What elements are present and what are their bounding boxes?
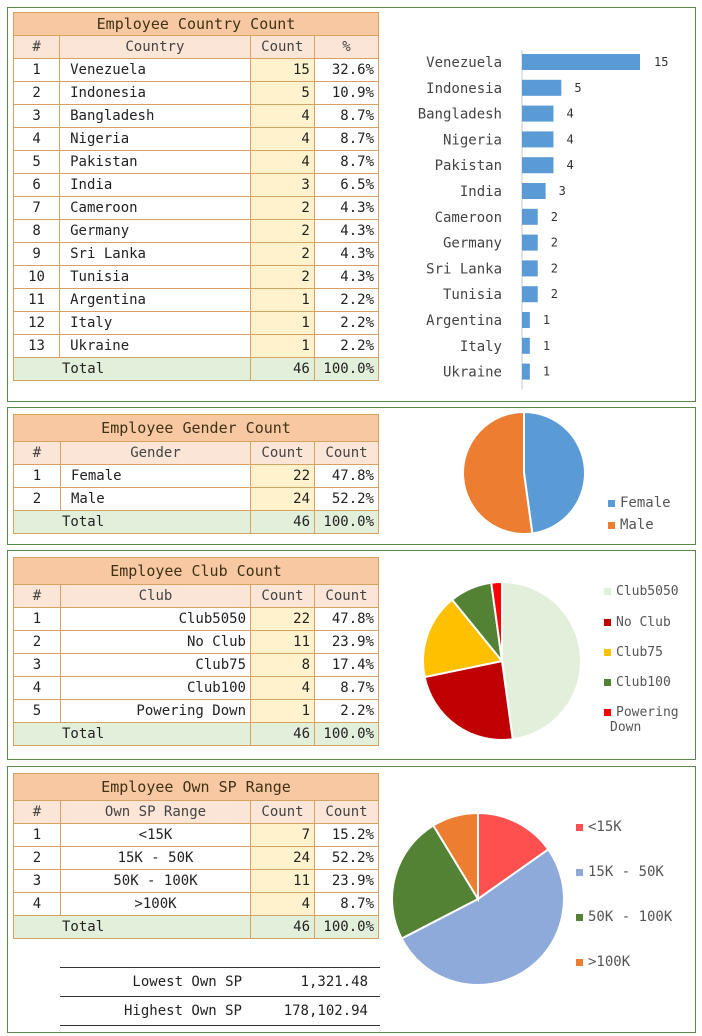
- percent-cell: 10.9%: [314, 82, 378, 105]
- row-number: 4: [14, 128, 60, 151]
- country-table-row: [14, 174, 379, 197]
- total-label: Total: [14, 723, 251, 746]
- bar: [522, 338, 530, 354]
- bar-category-label: Ukraine: [442, 364, 502, 381]
- bar-data-label: 1: [542, 338, 551, 353]
- row-number: 12: [14, 312, 60, 335]
- gender-table-title: Employee Gender Count: [14, 415, 379, 442]
- percent-cell: 8.7%: [314, 151, 378, 174]
- bar-data-label: 4: [566, 132, 574, 147]
- sp-total-row: [14, 916, 379, 939]
- country-table-row: [14, 59, 379, 82]
- row-number: 4: [14, 677, 61, 700]
- bar-category-label: Nigeria: [442, 132, 502, 149]
- header-gender: Gender: [61, 442, 251, 465]
- gender-name-cell: Female: [61, 465, 251, 488]
- percent-cell: 6.5%: [314, 174, 378, 197]
- country-table-row: [14, 197, 379, 220]
- row-number: 7: [14, 197, 60, 220]
- sp-name-cell: >100K: [61, 893, 251, 916]
- sp-table-row: [14, 893, 379, 916]
- country-name-cell: Indonesia: [60, 82, 251, 105]
- percent-cell: 4.3%: [314, 197, 378, 220]
- bar: [522, 209, 538, 225]
- country-name-cell: India: [60, 174, 251, 197]
- country-table-row: [14, 312, 379, 335]
- country-name-cell: Germany: [60, 220, 251, 243]
- sp-name-cell: 15K - 50K: [61, 847, 251, 870]
- legend-label: 15K - 50K: [588, 864, 664, 880]
- bar-data-label: 1: [542, 313, 551, 327]
- bar-category-label: Sri Lanka: [426, 261, 502, 278]
- legend-swatch: [576, 824, 583, 831]
- gender-pie-chart: [408, 410, 693, 540]
- count-cell: 7: [251, 824, 315, 847]
- bar-data-label: 4: [566, 106, 574, 121]
- count-cell: 22: [251, 608, 315, 631]
- gender-table-title-row: [14, 415, 379, 442]
- pie-slice: [463, 412, 532, 534]
- header-number: #: [14, 801, 61, 824]
- header-count: Count: [251, 442, 315, 465]
- bar: [522, 260, 538, 276]
- club-pie-chart: [408, 561, 693, 751]
- total-label: Total: [14, 511, 251, 534]
- legend-swatch: [604, 649, 611, 656]
- sp-pie-chart: [386, 807, 691, 997]
- bar: [522, 80, 561, 96]
- club-name-cell: Club100: [61, 677, 251, 700]
- gender-table-row: [14, 465, 379, 488]
- bar-category-label: Tunisia: [442, 287, 502, 304]
- country-table: [13, 12, 379, 381]
- country-table-row: [14, 82, 379, 105]
- percent-cell: 8.7%: [315, 677, 379, 700]
- club-table-title: Employee Club Count: [14, 558, 379, 585]
- bar-category-label: Indonesia: [426, 80, 502, 97]
- count-cell: 2: [250, 220, 314, 243]
- club-table-row: [14, 677, 379, 700]
- count-cell: 4: [251, 677, 315, 700]
- country-table-row: [14, 289, 379, 312]
- legend-label: Down: [610, 720, 642, 735]
- count-cell: 1: [251, 700, 315, 723]
- count-cell: 11: [251, 870, 315, 893]
- country-table-row: [14, 220, 379, 243]
- bar-data-label: 3: [558, 184, 566, 198]
- percent-cell: 8.7%: [315, 893, 379, 916]
- legend-label: Club100: [616, 675, 671, 690]
- count-cell: 11: [251, 631, 315, 654]
- legend-swatch: [608, 500, 615, 507]
- percent-cell: 4.3%: [314, 266, 378, 289]
- club-table-row: [14, 700, 379, 723]
- header-country: Country: [60, 36, 251, 59]
- gender-total-row: [14, 511, 379, 534]
- count-cell: 24: [251, 847, 315, 870]
- bar-category-label: Pakistan: [434, 158, 502, 175]
- country-table-title: Employee Country Count: [14, 13, 379, 36]
- sp-name-cell: <15K: [61, 824, 251, 847]
- country-table-row: [14, 105, 379, 128]
- bar: [522, 183, 546, 199]
- count-cell: 4: [250, 151, 314, 174]
- sp-table-title: Employee Own SP Range: [14, 774, 379, 801]
- legend-swatch: [576, 914, 583, 921]
- header-club: Club: [61, 585, 251, 608]
- country-table-row: [14, 128, 379, 151]
- percent-cell: 4.3%: [314, 243, 378, 266]
- gender-table-row: [14, 488, 379, 511]
- total-percent: 100.0%: [315, 723, 379, 746]
- total-percent: 100.0%: [314, 358, 378, 381]
- row-number: 3: [14, 105, 60, 128]
- percent-cell: 23.9%: [315, 631, 379, 654]
- percent-cell: 17.4%: [315, 654, 379, 677]
- header-count-pct: Count: [315, 442, 379, 465]
- legend-label: Club75: [616, 645, 663, 660]
- percent-cell: 2.2%: [314, 312, 378, 335]
- bar-data-label: 4: [566, 158, 574, 173]
- count-cell: 4: [251, 893, 315, 916]
- row-number: 9: [14, 243, 60, 266]
- row-number: 2: [14, 488, 61, 511]
- percent-cell: 8.7%: [314, 128, 378, 151]
- country-name-cell: Pakistan: [60, 151, 251, 174]
- lowest-sp-row: [60, 968, 380, 997]
- bar-category-label: Bangladesh: [417, 106, 502, 123]
- bar: [522, 235, 538, 251]
- bar-category-label: Argentina: [426, 313, 502, 329]
- total-percent: 100.0%: [315, 511, 379, 534]
- country-table-row: [14, 335, 379, 358]
- pie-slice: [524, 412, 585, 533]
- club-total-row: [14, 723, 379, 746]
- sp-table-title-row: [14, 774, 379, 801]
- total-count: 46: [251, 511, 315, 534]
- sp-table-row: [14, 847, 379, 870]
- club-table-row: [14, 608, 379, 631]
- legend-label: No Club: [616, 615, 671, 630]
- row-number: 1: [14, 465, 61, 488]
- legend-label: Male: [620, 517, 654, 533]
- club-name-cell: No Club: [61, 631, 251, 654]
- total-count: 46: [250, 358, 314, 381]
- gender-panel: [7, 407, 696, 545]
- sp-summary: [60, 967, 380, 1026]
- count-cell: 5: [250, 82, 314, 105]
- sp-name-cell: 50K - 100K: [61, 870, 251, 893]
- club-name-cell: Club5050: [61, 608, 251, 631]
- percent-cell: 47.8%: [315, 465, 379, 488]
- row-number: 3: [14, 654, 61, 677]
- percent-cell: 2.2%: [315, 700, 379, 723]
- country-total-row: [14, 358, 379, 381]
- row-number: 13: [14, 335, 60, 358]
- header-count-pct: Count: [315, 585, 379, 608]
- legend-swatch: [608, 522, 615, 529]
- legend-swatch: [604, 709, 611, 716]
- count-cell: 15: [250, 59, 314, 82]
- legend-swatch: [604, 679, 611, 686]
- country-name-cell: Ukraine: [60, 335, 251, 358]
- row-number: 2: [14, 631, 61, 654]
- row-number: 5: [14, 151, 60, 174]
- count-cell: 2: [250, 197, 314, 220]
- header-count: Count: [251, 801, 315, 824]
- lowest-sp-value: 1,321.48: [300, 974, 368, 990]
- bar: [522, 286, 538, 302]
- count-cell: 2: [250, 266, 314, 289]
- sp-panel: [7, 766, 696, 1033]
- header-number: #: [14, 442, 61, 465]
- percent-cell: 52.2%: [315, 847, 379, 870]
- bar: [522, 106, 553, 122]
- row-number: 5: [14, 700, 61, 723]
- count-cell: 22: [251, 465, 315, 488]
- bar-data-label: 5: [574, 80, 582, 95]
- club-name-cell: Powering Down: [61, 700, 251, 723]
- row-number: 10: [14, 266, 60, 289]
- gender-name-cell: Male: [61, 488, 251, 511]
- row-number: 2: [14, 847, 61, 870]
- country-name-cell: Bangladesh: [60, 105, 251, 128]
- percent-cell: 52.2%: [315, 488, 379, 511]
- count-cell: 3: [250, 174, 314, 197]
- bar-category-label: Cameroon: [434, 209, 502, 226]
- percent-cell: 32.6%: [314, 59, 378, 82]
- percent-cell: 8.7%: [314, 105, 378, 128]
- country-name-cell: Venezuela: [60, 59, 251, 82]
- total-label: Total: [14, 358, 251, 381]
- highest-sp-value: 178,102.94: [283, 1003, 368, 1019]
- total-count: 46: [251, 723, 315, 746]
- country-table-title-row: [14, 13, 379, 36]
- row-number: 6: [14, 174, 60, 197]
- percent-cell: 2.2%: [314, 335, 378, 358]
- lowest-sp-label: Lowest Own SP: [132, 974, 242, 990]
- bar-data-label: 2: [550, 261, 558, 276]
- total-percent: 100.0%: [315, 916, 379, 939]
- row-number: 1: [14, 824, 61, 847]
- country-name-cell: Tunisia: [60, 266, 251, 289]
- legend-swatch: [604, 619, 611, 626]
- bar-data-label: 2: [550, 287, 558, 302]
- row-number: 2: [14, 82, 60, 105]
- row-number: 1: [14, 59, 60, 82]
- row-number: 8: [14, 220, 60, 243]
- percent-cell: 23.9%: [315, 870, 379, 893]
- legend-swatch: [604, 588, 611, 595]
- header-count: Count: [250, 36, 314, 59]
- club-name-cell: Club75: [61, 654, 251, 677]
- row-number: 1: [14, 608, 61, 631]
- percent-cell: 2.2%: [314, 289, 378, 312]
- bar-data-label: 1: [542, 364, 551, 379]
- pie-slice: [502, 582, 581, 739]
- country-panel: [7, 7, 696, 402]
- club-panel: [7, 550, 696, 760]
- header-count: Count: [251, 585, 315, 608]
- legend-label: >100K: [588, 954, 631, 970]
- count-cell: 1: [250, 335, 314, 358]
- club-table: [13, 557, 379, 746]
- row-number: 11: [14, 289, 60, 312]
- header-number: #: [14, 585, 61, 608]
- club-table-row: [14, 631, 379, 654]
- club-table-header: [14, 585, 379, 608]
- bar-category-label: Venezuela: [426, 55, 502, 71]
- highest-sp-row: [60, 997, 380, 1026]
- country-table-header: [14, 36, 379, 59]
- header-number: #: [14, 36, 60, 59]
- count-cell: 2: [250, 243, 314, 266]
- bar: [522, 364, 530, 380]
- count-cell: 1: [250, 312, 314, 335]
- country-table-row: [14, 243, 379, 266]
- row-number: 4: [14, 893, 61, 916]
- count-cell: 8: [251, 654, 315, 677]
- total-label: Total: [14, 916, 251, 939]
- bar-data-label: 2: [550, 209, 558, 224]
- row-number: 3: [14, 870, 61, 893]
- sp-table-row: [14, 870, 379, 893]
- bar-category-label: Italy: [459, 338, 502, 355]
- count-cell: 4: [250, 105, 314, 128]
- header-percent: %: [314, 36, 378, 59]
- gender-table: [13, 414, 379, 534]
- bar: [522, 54, 640, 70]
- count-cell: 4: [250, 128, 314, 151]
- legend-label: Female: [620, 495, 671, 511]
- percent-cell: 4.3%: [314, 220, 378, 243]
- total-count: 46: [251, 916, 315, 939]
- legend-label: <15K: [588, 819, 622, 835]
- gender-table-header: [14, 442, 379, 465]
- country-name-cell: Nigeria: [60, 128, 251, 151]
- bar: [522, 131, 553, 147]
- country-name-cell: Italy: [60, 312, 251, 335]
- club-table-title-row: [14, 558, 379, 585]
- country-name-cell: Sri Lanka: [60, 243, 251, 266]
- country-name-cell: Cameroon: [60, 197, 251, 220]
- bar: [522, 312, 530, 328]
- club-table-row: [14, 654, 379, 677]
- percent-cell: 47.8%: [315, 608, 379, 631]
- percent-cell: 15.2%: [315, 824, 379, 847]
- legend-label: Club5050: [616, 584, 679, 599]
- legend-label: 50K - 100K: [588, 909, 673, 925]
- bar-data-label: 2: [550, 235, 558, 250]
- count-cell: 1: [250, 289, 314, 312]
- highest-sp-label: Highest Own SP: [123, 1003, 242, 1019]
- bar: [522, 157, 553, 173]
- bar-category-label: India: [459, 184, 502, 200]
- legend-swatch: [576, 869, 583, 876]
- legend-swatch: [576, 959, 583, 966]
- sp-table: [13, 773, 379, 939]
- country-table-row: [14, 151, 379, 174]
- sp-table-row: [14, 824, 379, 847]
- country-name-cell: Argentina: [60, 289, 251, 312]
- count-cell: 24: [251, 488, 315, 511]
- legend-label: Powering: [616, 705, 679, 720]
- bar-data-label: 15: [654, 55, 669, 69]
- sp-table-header: [14, 801, 379, 824]
- bar-category-label: Germany: [442, 235, 502, 252]
- header-count-pct: Count: [315, 801, 379, 824]
- header-range: Own SP Range: [61, 801, 251, 824]
- country-bar-chart: [398, 50, 688, 380]
- country-table-row: [14, 266, 379, 289]
